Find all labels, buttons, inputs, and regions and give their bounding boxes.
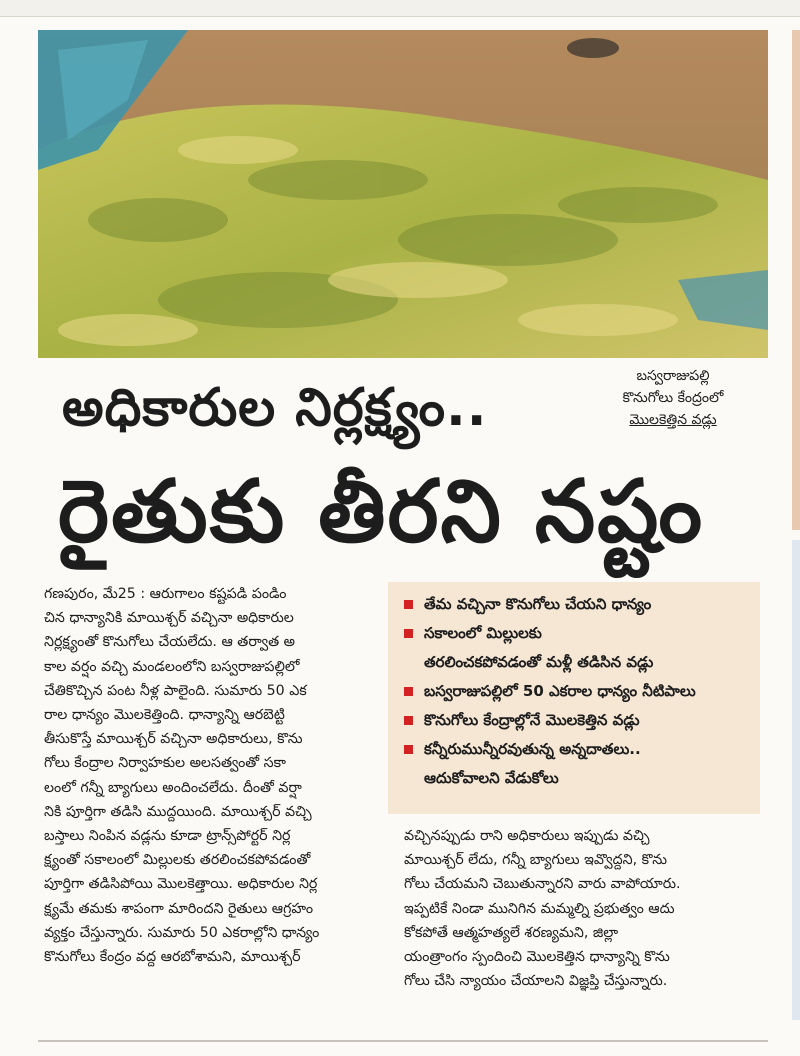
photo-caption-line: కొనుగోలు కేంద్రంలో	[622, 390, 724, 406]
sprouted-paddy-photo	[38, 30, 768, 358]
headline-main: రైతుకు తీరని నష్టం	[58, 462, 705, 562]
highlight-item: కన్నీరుమున్నీరవుతున్న అన్నదాతలు.. ఆదుకోవాలని వేడుకోలు	[398, 735, 750, 793]
page-top-strip	[0, 0, 800, 17]
adjacent-column-edge	[792, 30, 800, 530]
photo-caption-line: బస్వరాజుపల్లి	[636, 368, 710, 384]
highlight-item: సకాలంలో మిల్లులకు తరలించకపోవడంతో మళ్లీ తడిసిన వడ్లు	[398, 619, 750, 677]
headline-kicker: అధికారుల నిర్లక్ష్యం..	[62, 378, 488, 438]
red-square-bullet-icon	[404, 687, 413, 696]
red-square-bullet-icon	[404, 716, 413, 725]
highlight-item: కొనుగోలు కేంద్రాల్లోనే మొలకెత్తిన వడ్లు	[398, 706, 750, 735]
highlight-item: తేమ వచ్చినా కొనుగోలు చేయని ధాన్యం	[398, 590, 750, 619]
article-body-right: వచ్చినప్పుడు రాని అధికారులు ఇప్పుడు వచ్చి మాయిశ్చర్ లేదు, గన్నీ బ్యాగులు ఇవ్వొద్దని, కొను గోలు చేయమని చెబుతున్నారని వారు వాపోయారు. ఇప్పటికే నిండా మునిగిన మమ్మల్ని ప్రభుత్వం ఆదు కోకపోతే ఆత్మహత్యలే శరణ్యమని, జిల్లా యంత్రాంగం స్పందించి మొలకెత్తిన ధాన్యాన్ని కొను గోలు చేసి న్యాయం చేయాలని విజ్ఞప్తి చేస్తున్నారు.	[404, 828, 681, 990]
bottom-divider	[38, 1040, 768, 1042]
highlight-item: బస్వరాజుపల్లిలో 50 ఎకరాల ధాన్యం నీటిపాలు	[398, 677, 750, 706]
red-square-bullet-icon	[404, 600, 413, 609]
photo-caption-line: మొలకెత్తిన వడ్లు	[629, 412, 717, 428]
photo-caption	[588, 365, 758, 431]
red-square-bullet-icon	[404, 629, 413, 638]
article-body-left: గణపురం, మే25 : ఆరుగాలం కష్టపడి పండిం చిన ధాన్యానికి మాయిశ్చర్ వచ్చినా అధికారుల నిర్లక్ష్యంతో కొనుగోలు చేయలేదు. ఆ తర్వాత అ కాల వర్షం వచ్చి మండలంలోని బస్వరాజుపల్లిలో చేతికొచ్చిన పంట నీళ్ల పాలైంది. సుమారు 50 ఎక రాల ధాన్యం మొలకెత్తింది. ధాన్యాన్ని ఆరబెట్టి తీసుకొస్తే మాయిశ్చర్ వచ్చినా అధికారులు, కొను గోలు కేంద్రాల నిర్వాహకుల అలసత్వంతో సకా లంలో గన్నీ బ్యాగులు అందించలేదు. దీంతో వర్షా నికి పూర్తిగా తడిసి ముద్దయింది. మాయిశ్చర్ వచ్చి బస్తాలు నింపిన వడ్లను కూడా ట్రాన్స్‌పోర్టర్ నిర్ల క్ష్యంతో సకాలంలో మిల్లులకు తరలించకపోవడంతో పూర్తిగా తడిసిపోయి మొలకెత్తాయి. అధికారుల నిర్ల క్ష్యమే తమకు శాపంగా మారిందని రైతులు ఆగ్రహం వ్యక్తం చేస్తున్నారు. సుమారు 50 ఎకరాల్లోని ధాన్యం కొనుగోలు కేంద్రం వద్ద ఆరబోశామని, మాయిశ్చర్	[44, 586, 320, 966]
adjacent-column-edge-lower	[792, 540, 800, 1020]
highlights-box	[388, 582, 760, 814]
red-square-bullet-icon	[404, 745, 413, 754]
